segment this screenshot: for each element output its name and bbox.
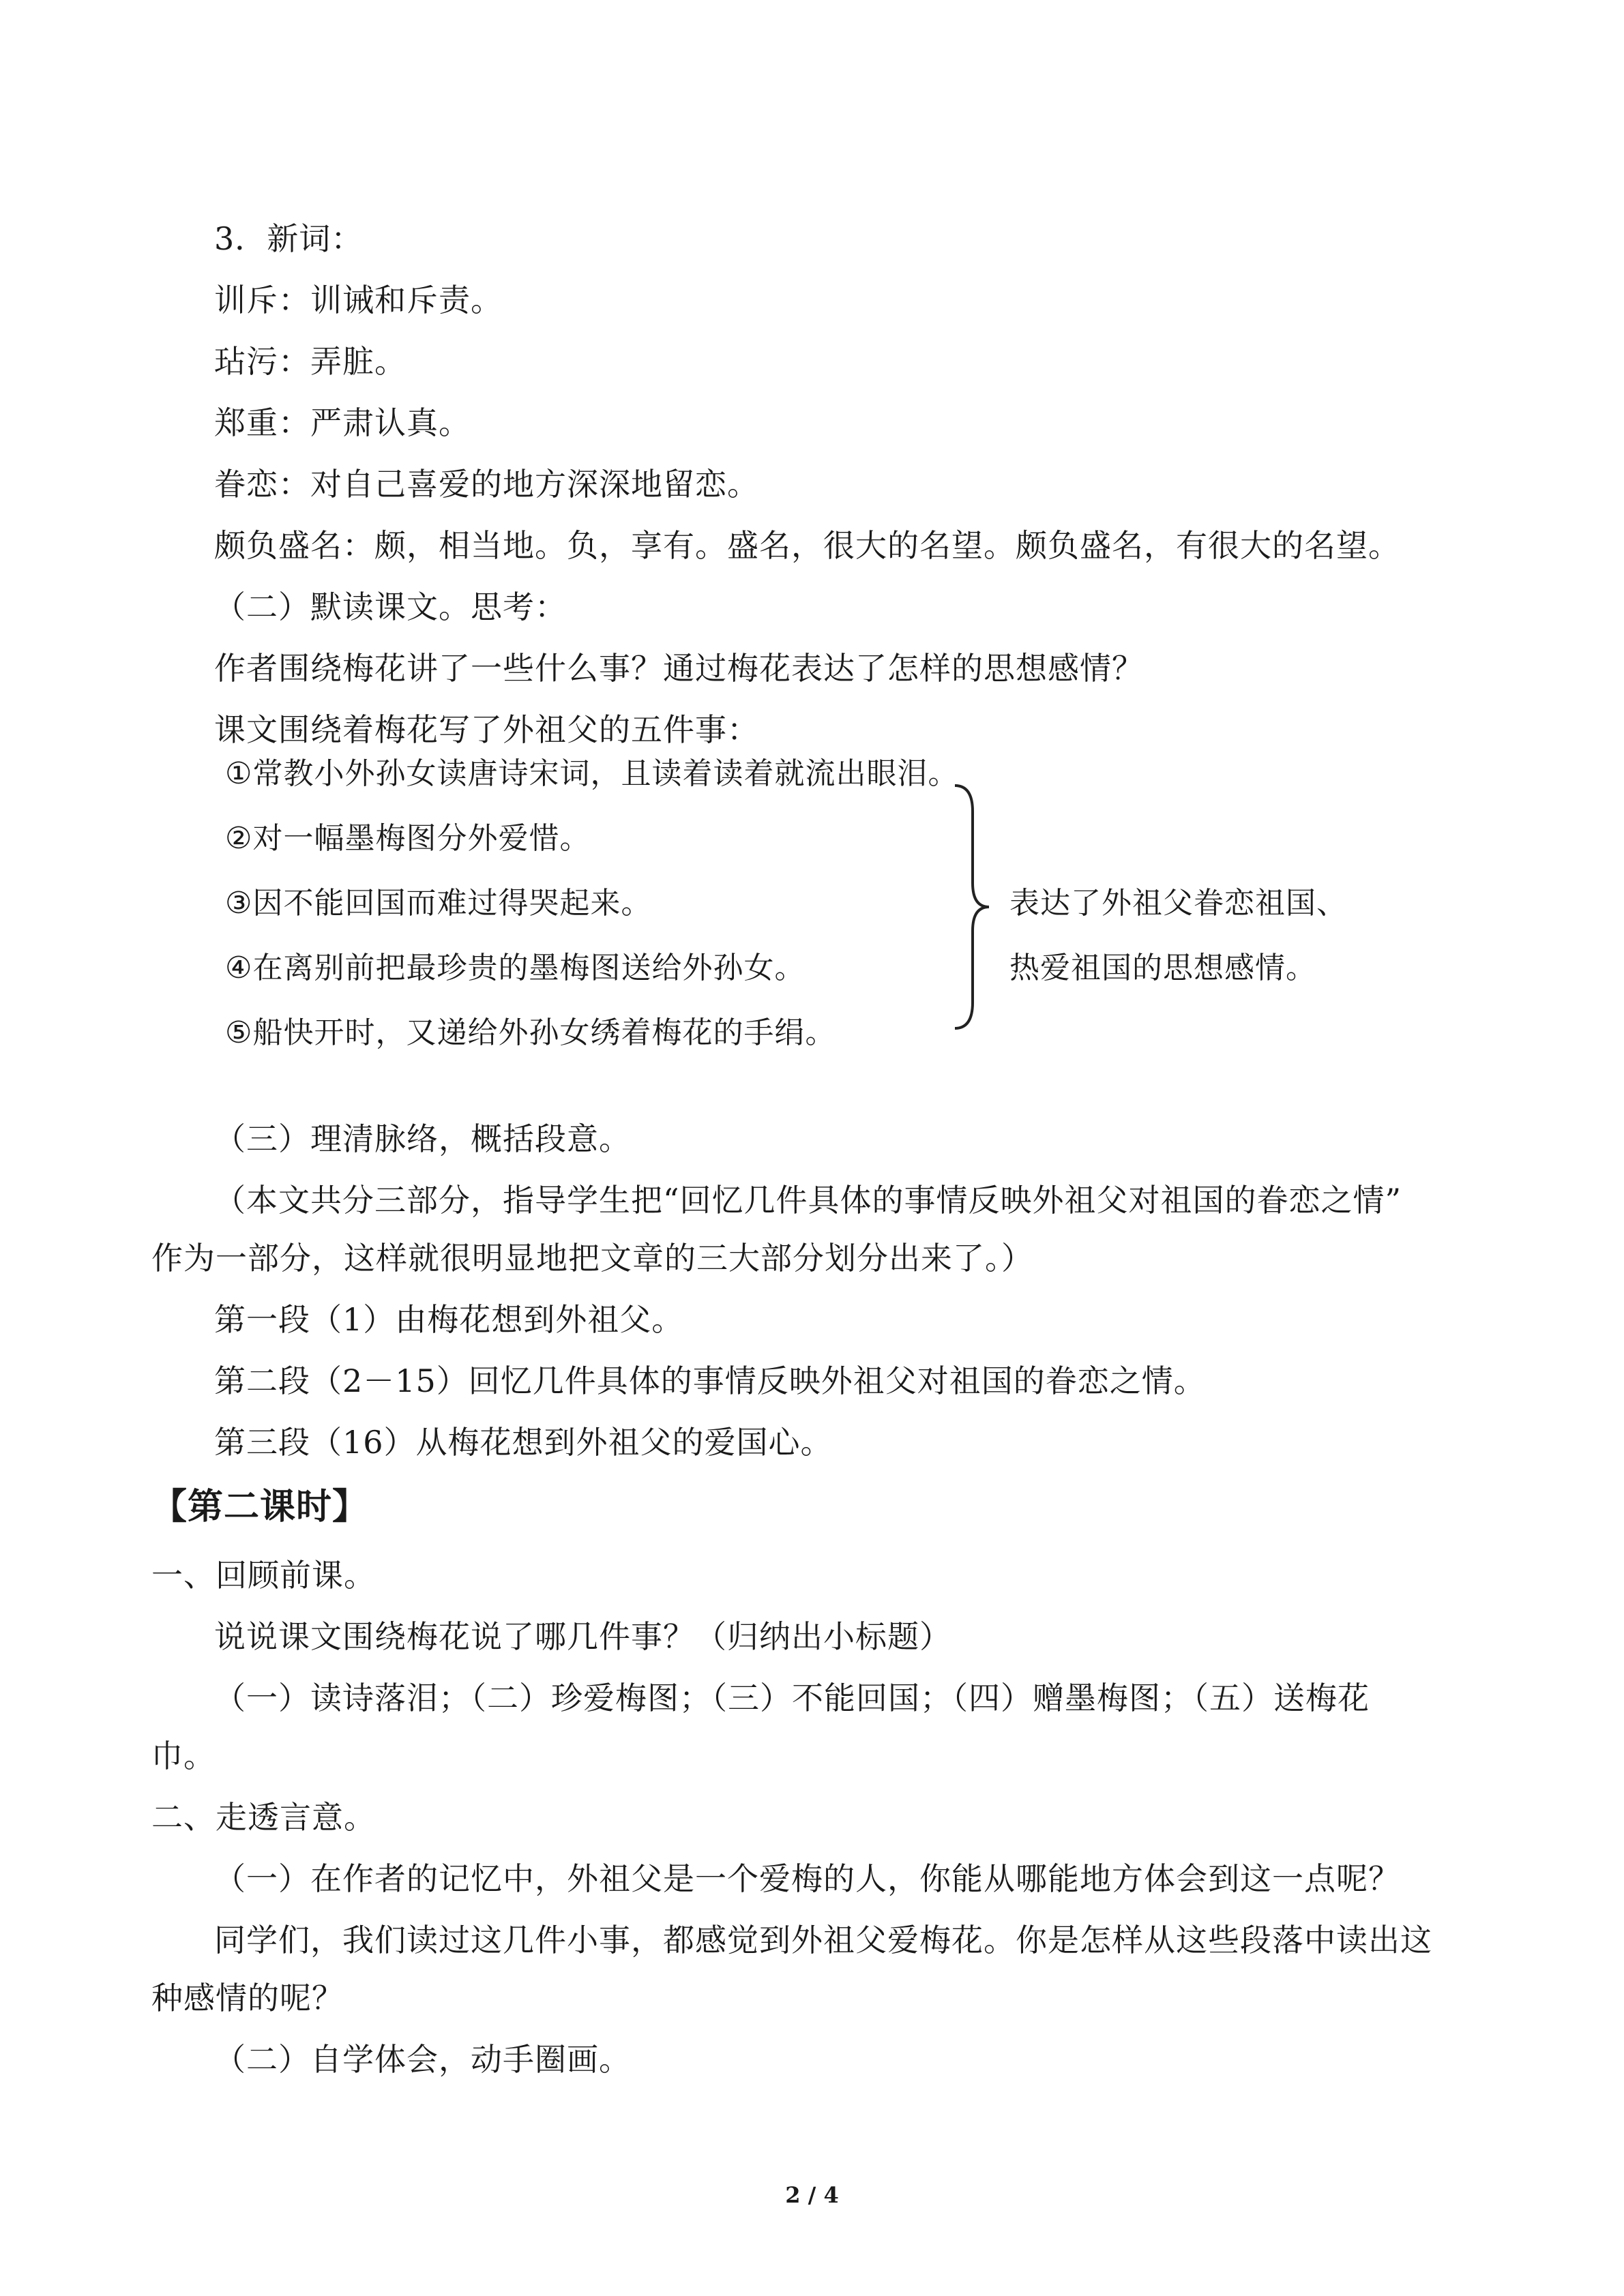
word-definition: 眷恋：对自己喜爱的地方深深地留恋。 bbox=[214, 466, 759, 503]
curly-brace-icon bbox=[948, 743, 1003, 1071]
lesson-heading: 【第二课时】 bbox=[151, 1486, 369, 1527]
part-summary: 第一段（1）由梅花想到外祖父。 bbox=[214, 1301, 684, 1338]
events-summary-line: 热爱祖国的思想感情。 bbox=[1009, 951, 1316, 985]
part-summary: 第二段（2－15）回忆几件具体的事情反映外祖父对祖国的眷恋之情。 bbox=[214, 1362, 1206, 1399]
event-item: ④在离别前把最珍贵的墨梅图送给外孙女。 bbox=[225, 951, 806, 985]
review-question: 说说课文围绕梅花说了哪几件事？（归纳出小标题） bbox=[214, 1618, 951, 1655]
page-number: 2 / 4 bbox=[785, 2182, 839, 2208]
new-words-heading: 3．新词： bbox=[214, 220, 364, 257]
events-summary-line: 表达了外祖父眷恋祖国、 bbox=[1009, 886, 1347, 921]
review-answer: （一）读诗落泪；（二）珍爱梅图；（三）不能回国；（四）赠墨梅图；（五）送梅花 bbox=[214, 1680, 1370, 1716]
review-answer: 巾。 bbox=[151, 1738, 216, 1774]
structure-heading: （三）理清脉络，概括段意。 bbox=[214, 1120, 631, 1157]
part-summary: 第三段（16）从梅花想到外祖父的爱国心。 bbox=[214, 1424, 833, 1461]
event-item: ③因不能回国而难过得哭起来。 bbox=[225, 886, 652, 921]
word-definition: 训斥：训诫和斥责。 bbox=[214, 282, 503, 318]
reading-question: 作者围绕梅花讲了一些什么事？通过梅花表达了怎样的思想感情？ bbox=[214, 650, 1144, 687]
meaning-paragraph: 同学们，我们读过这几件小事，都感觉到外祖父爱梅花。你是怎样从这些段落中读出这 bbox=[214, 1922, 1432, 1958]
events-intro: 课文围绕着梅花写了外祖父的五件事： bbox=[214, 711, 759, 748]
structure-note: （本文共分三部分，指导学生把“回忆几件具体的事情反映外祖父对祖国的眷恋之情” bbox=[214, 1182, 1402, 1219]
structure-note: 作为一部分，这样就很明显地把文章的三大部分划分出来了。） bbox=[151, 1240, 1033, 1277]
word-definition: 玷污：弄脏。 bbox=[214, 343, 407, 380]
meaning-paragraph: 种感情的呢？ bbox=[151, 1980, 344, 2016]
review-heading: 一、回顾前课。 bbox=[151, 1557, 376, 1594]
meaning-question: （二）自学体会，动手圈画。 bbox=[214, 2041, 631, 2078]
event-item: ②对一幅墨梅图分外爱惜。 bbox=[225, 821, 591, 856]
event-item: ①常教小外孙女读唐诗宋词，且读着读着就流出眼泪。 bbox=[225, 756, 959, 791]
event-item: ⑤船快开时，又递给外孙女绣着梅花的手绢。 bbox=[225, 1015, 836, 1050]
events-diagram bbox=[205, 743, 1364, 1071]
meaning-heading: 二、走透言意。 bbox=[151, 1799, 376, 1836]
silent-reading-heading: （二）默读课文。思考： bbox=[214, 588, 567, 625]
word-definition: 颇负盛名：颇，相当地。负，享有。盛名，很大的名望。颇负盛名，有很大的名望。 bbox=[214, 527, 1400, 564]
word-definition: 郑重：严肃认真。 bbox=[214, 404, 471, 441]
meaning-question: （一）在作者的记忆中，外祖父是一个爱梅的人，你能从哪能地方体会到这一点呢？ bbox=[214, 1860, 1400, 1897]
